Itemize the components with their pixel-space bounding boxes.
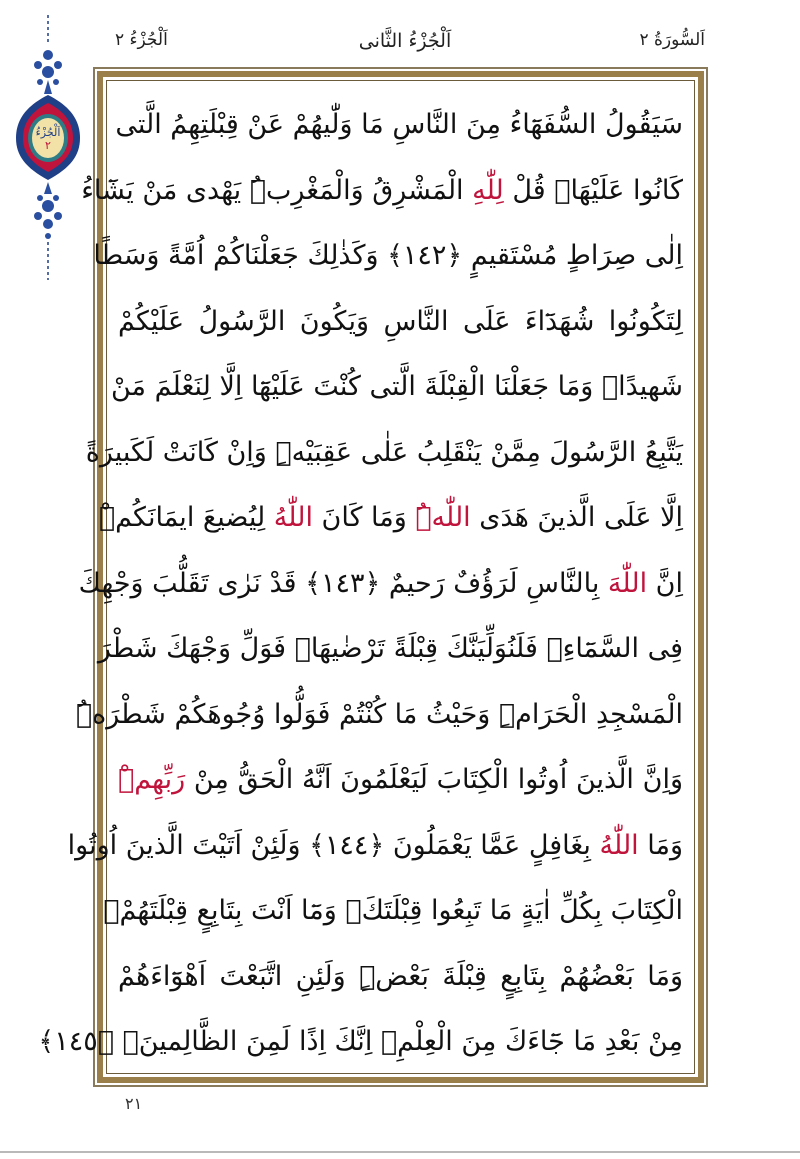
text-line: سَيَقُولُ السُّفَهَٓاءُ مِنَ النَّاسِ مَا وَلّٰيهُمْ عَنْ قِبْلَتِهِمُ الَّتى [115,109,683,140]
juz-title: اَلْجُزْءُ الثَّانى [358,30,452,52]
divine-name-highlight: اللّٰهَ [607,567,648,599]
page-number: ٢١ [125,1094,143,1113]
text-line: الْكِتَابَ بِكُلِّ اٰيَةٍ مَا تَبِعُوا قِبْلَتَكَۚ وَمَٓا اَنْتَ بِتَابِعٍ قِبْلَتَهُمْۚ [103,895,683,926]
text-line: مِنْ بَعْدِ مَا جَٓاءَكَ مِنَ الْعِلْمِۙ اِنَّكَ اِذًا لَمِنَ الظَّالِمينَۢ ﴿١٤٥﴾ [38,1026,683,1057]
divine-name-highlight: رَبِّهِمْ [118,764,186,795]
floral-ornament-bottom-icon [34,182,62,239]
divine-name-highlight: لِلّٰهِ [472,174,504,206]
surah-header-label: اَلسُّورَةُ ٢ [639,30,705,50]
text-line: فِى السَّمَٓاءِۚ فَلَنُوَلِّيَنَّكَ قِبْلَةً تَرْضٰيهَاۖ فَوَلِّ وَجْهَكَ شَطْرَ [97,633,683,664]
juz-header-label: اَلْجُزْءُ ٢ [115,30,168,50]
divine-name-highlight: اللّٰهُ [273,502,313,533]
divine-name-highlight: اللّٰهُ [599,829,639,861]
text-line: يَتَّبِعُ الرَّسُولَ مِمَّنْ يَنْقَلِبُ عَلٰى عَقِبَيْهِۜ وَاِنْ كَانَتْ لَكَبيرَةً [85,436,683,468]
page-header [95,30,715,60]
text-line: اِنَّ اللّٰهَ بِالنَّاسِ لَرَؤُفٌ رَحيمٌ ﴿١٤٣﴾ قَدْ نَرٰى تَقَلُّبَ وَجْهِكَ [78,567,683,599]
text-line: اِلٰى صِرَاطٍ مُسْتَقيمٍ ﴿١٤٢﴾ وَكَذٰلِكَ جَعَلْنَاكُمْ اُمَّةً وَسَطًا [93,240,683,271]
bottom-divider [0,1151,800,1153]
text-line: لِتَكُونُوا شُهَدَٓاءَ عَلَى النَّاسِ وَيَكُونَ الرَّسُولُ عَلَيْكُمْ [118,305,683,337]
floral-ornament-top-icon [34,50,62,94]
text-line: الْمَسْجِدِ الْحَرَامِۜ وَحَيْثُ مَا كُنْتُمْ فَوَلُّوا وُجُوهَكُمْ شَطْرَهُۜ [75,698,683,730]
juz-marker-number: ٢ [45,139,51,152]
text-line: كَانُوا عَلَيْهَاۜ قُلْ لِلّٰهِ الْمَشْرِقُ وَالْمَغْرِبُۜ يَهْدى مَنْ يَشَٓاءُ [81,174,683,206]
juz-marker-word: اَلْجُزْءُ [35,126,61,139]
text-line: وَمَا اللّٰهُ بِغَافِلٍ عَمَّا يَعْمَلُونَ ﴿١٤٤﴾ وَلَئِنْ اَتَيْتَ الَّذينَ اُوتُوا [67,829,683,861]
text-line: شَهيدًاۜ وَمَا جَعَلْنَا الْقِبْلَةَ الَّتى كُنْتَ عَلَيْهَٓا اِلَّا لِنَعْلَمَ مَنْ [110,371,683,402]
text-line: وَاِنَّ الَّذينَ اُوتُوا الْكِتَابَ لَيَعْلَمُونَ اَنَّهُ الْحَقُّ مِنْ رَبِّهِمْ [118,764,683,795]
juz-marker-label [28,126,68,152]
divine-name-highlight: اللّٰهُ [415,502,471,533]
text-line: اِلَّا عَلَى الَّذينَ هَدَى اللّٰهُۜ وَمَا كَانَ اللّٰهُ لِيُضيعَ ايمَانَكُمْۜ [98,502,683,533]
text-line: وَمَا بَعْضُهُمْ بِتَابِعٍ قِبْلَةَ بَعْضٍۜ وَلَئِنِ اتَّبَعْتَ اَهْوَٓاءَهُمْ [118,960,683,992]
